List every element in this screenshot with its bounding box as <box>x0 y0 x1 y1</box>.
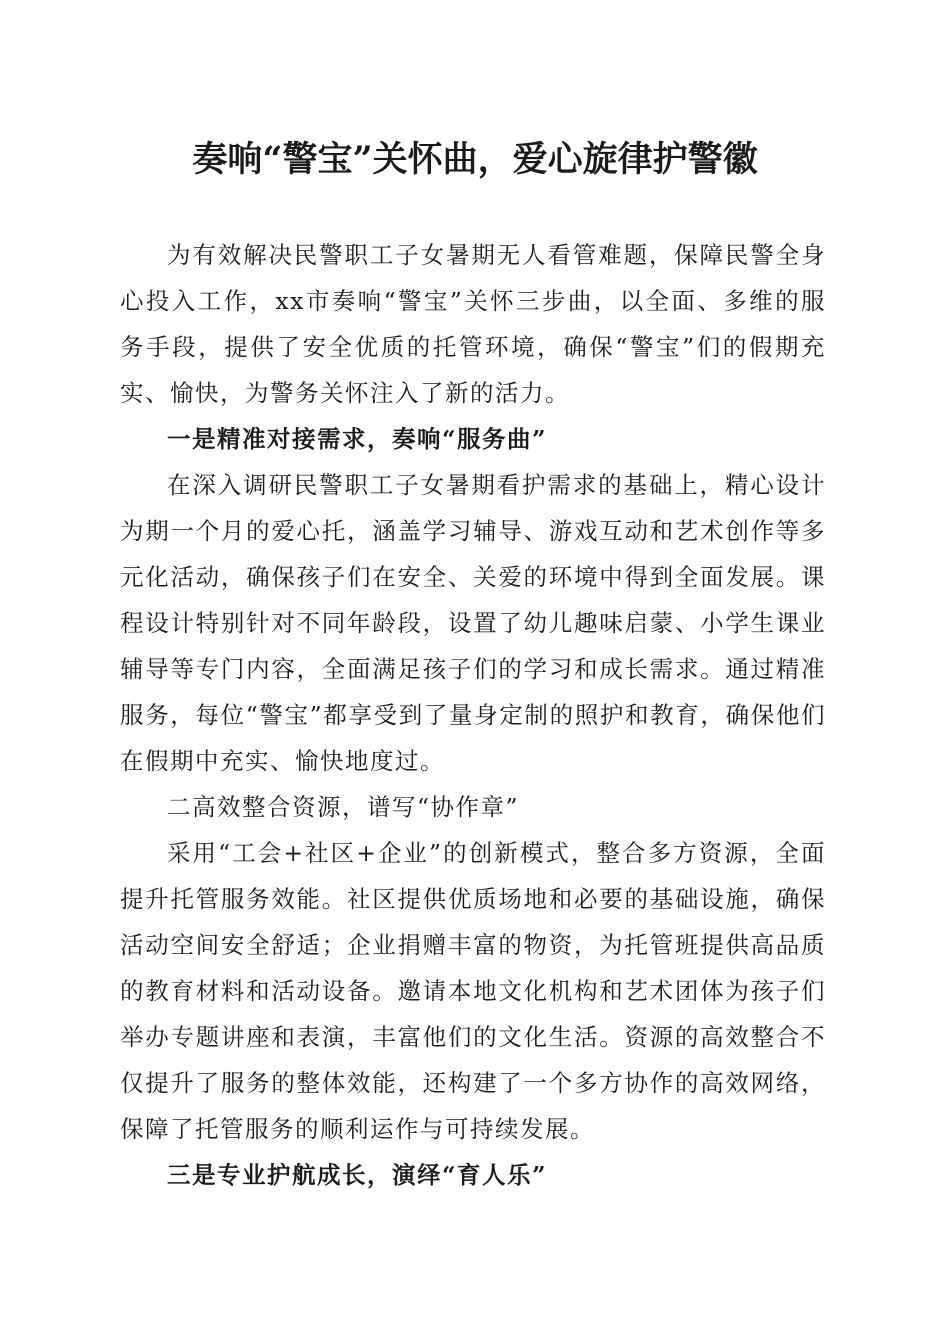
section2-paragraph: 采用“工会+社区+企业”的创新模式，整合多方资源，全面提升托管服务效能。社区提供优质场地和必要的基础设施，确保活动空间安全舒适；企业捐赠丰富的物资，为托管班提供高品质的教育材料和活动设备。邀请本地文化机构和艺术团体为孩子们举办专题讲座和表演，丰富他们的文化生活。资源的高效整合不仅提升了服务的整体效能，还构建了一个多方协作的高效网络，保障了托管服务的顺利运作与可持续发展。 <box>120 839 826 1143</box>
section1-heading: 一是精准对接需求，奏响“服务曲” <box>167 425 548 453</box>
section2-heading: 二高效整合资源，谱写“协作章” <box>167 793 520 821</box>
section1-paragraph: 在深入调研民警职工子女暑期看护需求的基础上，精心设计为期一个月的爱心托，涵盖学习辅导、游戏互动和艺术创作等多元化活动，确保孩子们在安全、关爱的环境中得到全面发展。课程设计特别针对不同年龄段，设置了幼儿趣味启蒙、小学生课业辅导等专门内容，全面满足孩子们的学习和成长需求。通过精准服务，每位“警宝”都享受到了量身定制的照护和教育，确保他们在假期中充实、愉快地度过。 <box>120 471 826 775</box>
document-body <box>120 232 826 1198</box>
document-title: 奏响“警宝”关怀曲，爱心旋律护警徽 <box>192 139 758 180</box>
section3-heading: 三是专业护航成长，演绎“育人乐” <box>167 1161 548 1189</box>
intro-paragraph: 为有效解决民警职工子女暑期无人看管难题，保障民警全身心投入工作，xx市奏响“警宝”关怀三步曲，以全面、多维的服务手段，提供了安全优质的托管环境，确保“警宝”们的假期充实、愉快，为警务关怀注入了新的活力。 <box>120 241 826 407</box>
